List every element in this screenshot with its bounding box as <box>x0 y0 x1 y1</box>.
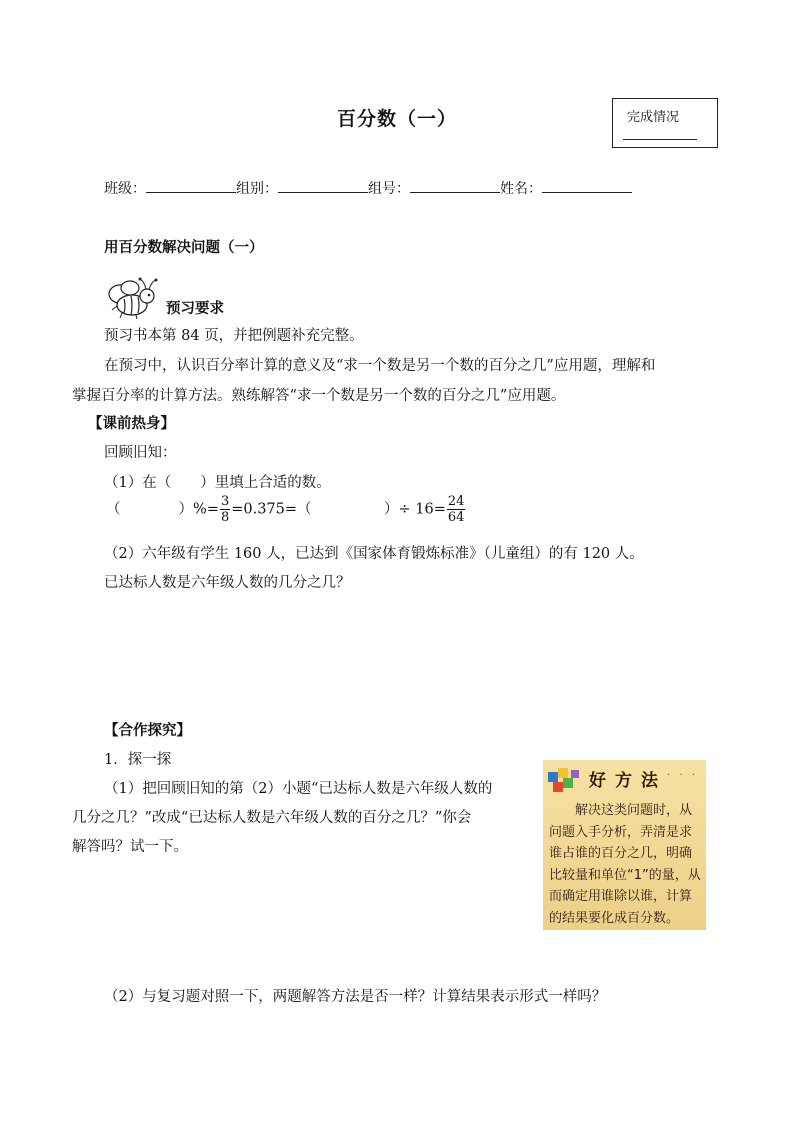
equation-part-1: （ ）%= <box>106 501 219 518</box>
class-label: 班级： <box>104 181 146 197</box>
student-info-row <box>104 178 632 198</box>
fraction-numerator: 24 <box>447 494 465 509</box>
explore-q1-line-1: （1）把回顾旧知的第（2）小题“已达标人数是六年级人数的 <box>104 781 493 797</box>
fill-equation <box>106 494 466 525</box>
fraction-numerator: 3 <box>220 494 230 509</box>
warmup-heading: 【课前热身】 <box>88 415 175 432</box>
completion-status-blank <box>623 139 697 140</box>
question-2: （2）六年级有学生 160 人，已达到《国家体育锻炼标准》（儿童组）的有 120 人。 <box>104 546 644 562</box>
question-1: （1）在（ ）里填上合适的数。 <box>104 475 331 491</box>
equation-part-2: =0.375=（ ）÷ 16= <box>231 501 446 518</box>
method-tip-card <box>543 760 706 930</box>
preview-line-1: 预习书本第 84 页，并把例题补充完整。 <box>104 328 364 344</box>
method-tip-body <box>549 800 703 929</box>
cubes-icon <box>545 764 585 798</box>
method-tip-dots: · · · <box>667 770 698 781</box>
explore-q1-line-3: 解答吗？试一下。 <box>72 839 188 855</box>
completion-status-box <box>612 98 718 148</box>
name-label: 姓名： <box>500 181 542 197</box>
coop-heading: 【合作探究】 <box>104 722 191 739</box>
bee-icon <box>100 276 158 320</box>
fraction-denominator: 64 <box>447 510 465 525</box>
preview-heading: 预习要求 <box>166 300 224 317</box>
name-blank[interactable] <box>542 178 632 193</box>
group-label: 组别： <box>236 181 278 197</box>
explore-q1-line-2: 几分之几？”改成“已达标人数是六年级人数的百分之几？”你会 <box>72 810 472 826</box>
method-tip-text: 解决这类问题时，从问题入手分析，弄清是求谁占谁的百分之几，明确比较量和单位“1”的量，从而确定用谁除以谁，计算的结果要化成百分数。 <box>549 803 701 926</box>
question-2-ask: 已达标人数是六年级人数的几分之几？ <box>104 575 351 591</box>
review-label: 回顾旧知： <box>104 445 177 461</box>
fraction-denominator: 8 <box>220 510 230 525</box>
class-blank[interactable] <box>146 178 236 193</box>
number-blank[interactable] <box>410 178 500 193</box>
page-title: 百分数（一） <box>336 108 457 130</box>
method-tip-title: 好方法 <box>589 771 667 791</box>
section-title: 用百分数解决问题（一） <box>104 239 264 256</box>
fraction-24-64 <box>447 494 466 525</box>
explore-q2: （2）与复习题对照一下，两题解答方法是否一样？计算结果表示形式一样吗？ <box>104 989 607 1005</box>
preview-line-3: 掌握百分率的计算方法。熟练解答“求一个数是另一个数的百分之几”应用题。 <box>72 388 566 404</box>
number-label: 组号： <box>368 181 410 197</box>
fraction-3-8 <box>220 494 230 525</box>
group-blank[interactable] <box>278 178 368 193</box>
preview-line-2: 在预习中，认识百分率计算的意义及“求一个数是另一个数的百分之几”应用题，理解和 <box>104 358 656 374</box>
completion-status-label: 完成情况 <box>627 110 680 125</box>
explore-subheading: 1．探一探 <box>104 752 172 768</box>
